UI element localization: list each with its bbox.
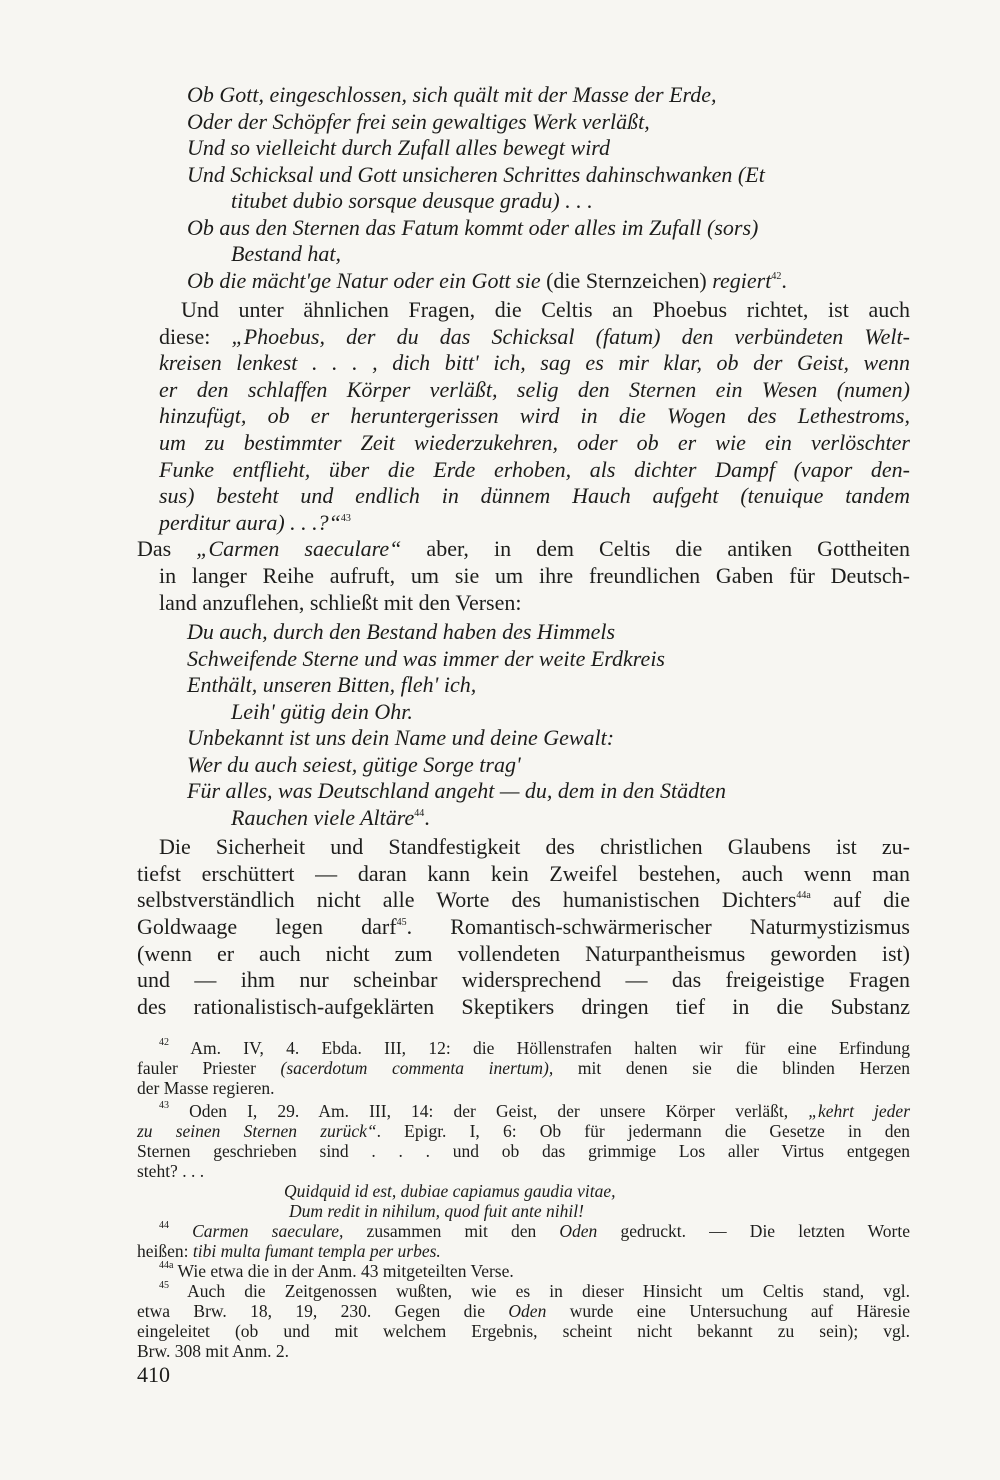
verse-line: Bestand hat, bbox=[231, 241, 341, 266]
verse-block-2 bbox=[187, 619, 910, 831]
verse-line: Ob die mächt'ge Natur oder ein Gott sie (die Sternzeichen) regiert$^{42}$. bbox=[187, 267, 787, 293]
footnote-42: $^{42}$ Am. IV, 4. Ebda. III, 12: die Höllenstrafen halten wir für eine Erfindung fauler Priester (sacerdotum commenta inertum), mit denen sie die blinden Herzen der Masse regieren. bbox=[137, 1037, 911, 1099]
verse-line: Rauchen viele Altäre$^{44}$. bbox=[231, 804, 430, 830]
verse-line: Schweifende Sterne und was immer der weite Erdkreis bbox=[187, 645, 665, 671]
verse-block-1 bbox=[187, 82, 910, 294]
text-line: er den schlaffen Körper verläßt, selig den Sternen ein Wesen (numen) bbox=[159, 376, 910, 402]
verse-line: Du auch, durch den Bestand haben des Himmels bbox=[187, 619, 616, 645]
footnote-ref: 45 bbox=[396, 916, 407, 928]
verse-line: Und Schicksal und Gott unsicheren Schrittes dahinschwanken (Et bbox=[187, 161, 765, 187]
page-number: 410 bbox=[137, 1362, 170, 1387]
verse-line: Und so vielleicht durch Zufall alles bewegt wird bbox=[187, 135, 611, 160]
footnotes bbox=[137, 1038, 910, 1361]
text-line: diese: „Phoebus, der du das Schicksal (fatum) den verbündeten Welt- bbox=[159, 323, 910, 349]
text-line: in langer Reihe aufruft, um sie um ihre freundlichen Gaben für Deutsch- bbox=[159, 562, 910, 588]
verse-line: Enthält, unseren Bitten, fleh' ich, bbox=[187, 672, 477, 698]
text-line: Und unter ähnlichen Fragen, die Celtis an Phoebus richtet, ist auch bbox=[181, 297, 910, 322]
text-line: tiefst erschüttert — daran kann kein Zweifel bestehen, auch wenn man bbox=[137, 860, 910, 886]
verse-line: Unbekannt ist uns dein Name und deine Gewalt: bbox=[187, 725, 615, 751]
text-line: Goldwaage legen darf$^{45}$. Romantisch-schwärmerischer Naturmystizismus bbox=[137, 913, 910, 939]
footnote-45: $^{45}$ Auch die Zeitgenossen wußten, wie es in dieser Hinsicht um Celtis stand, vgl. etwa Brw. 18, 19, 230. Gegen die Oden wurde eine Untersuchung auf Häresie eingeleitet (ob und mit welchem Ergebnis, scheint nicht bekannt zu sein); vgl. Brw. 308 mit Anm. 2. bbox=[137, 1280, 911, 1362]
verse-line: Ob Gott, eingeschlossen, sich quält mit der Masse der Erde, bbox=[187, 82, 717, 107]
text-line: des rationalistisch-aufgeklärten Skeptikers dringen tief in die Substanz bbox=[137, 993, 910, 1019]
text-line: land anzuflehen, schließt mit den Versen: bbox=[159, 589, 522, 615]
verse-line: Für alles, was Deutschland angeht — du, dem in den Städten bbox=[187, 778, 726, 804]
footnote-44: $^{44}$ Carmen saeculare, zusammen mit den Oden gedruckt. — Die letzten Worte heißen: tibi multa fumant templa per urbes. bbox=[137, 1220, 910, 1262]
text-line: (wenn er auch nicht zum vollendeten Naturpantheismus geworden ist) bbox=[137, 940, 910, 966]
paragraph-phoebus bbox=[137, 297, 910, 536]
text-line: hinzufügt, ob er heruntergerissen wird in die Wogen des Lethestroms, bbox=[159, 403, 910, 429]
footnote-44a: $^{44a}$ Wie etwa die in der Anm. 43 mitgeteilten Verse. bbox=[159, 1260, 514, 1282]
page-body bbox=[137, 82, 910, 1361]
text-line: kreisen lenkest . . . , dich bitt' ich, sag es mir klar, ob der Geist, wenn bbox=[159, 350, 910, 376]
footnote-43: $^{43}$ Oden I, 29. Am. III, 14: der Geist, der unsere Körper verläßt, „kehrt jeder zu seinen Sternen zurück“. Epigr. I, 6: Ob für jedermann die Gesetze in den Sternen geschrieben sind . . . und ob das grimmige Los aller Virtus entgegen steht? . . . Quidquid id est, dubiae capiamus gaudia vitae, Dum redit in nihilum, quod fuit ante nihil! bbox=[137, 1100, 911, 1222]
footnote-ref: 44a bbox=[796, 890, 811, 902]
text-line: selbstverständlich nicht alle Worte des humanistischen Dichters$^{44a}$ auf die bbox=[137, 887, 911, 913]
text-line: Funke entflieht, über die Erde erhoben, als dichter Dampf (vapor den- bbox=[159, 456, 910, 482]
verse-line: Wer du auch seiest, gütige Sorge trag' bbox=[187, 751, 521, 777]
text-line: um zu bestimmter Zeit wiederzukehren, oder ob er wie ein verlöschter bbox=[159, 429, 910, 455]
text-line: und — ihm nur scheinbar widersprechend — das freigeistige Fragen bbox=[137, 967, 910, 993]
footnote-verse: Dum redit in nihilum, quod fuit ante nihil! bbox=[289, 1201, 584, 1222]
text-line: perditur aura) . . .?“$^{43}$ bbox=[159, 509, 351, 535]
footnote-verse: Quidquid id est, dubiae capiamus gaudia vitae, bbox=[284, 1181, 616, 1202]
text-line: sus) besteht und endlich in dünnem Hauch aufgeht (tenuique tandem bbox=[159, 483, 910, 509]
footnote-ref: 42 bbox=[771, 270, 782, 282]
verse-line: Leih' gütig dein Ohr. bbox=[231, 698, 413, 724]
text-line: Das „Carmen saeculare“ aber, in dem Celtis die antiken Gottheiten bbox=[137, 536, 910, 562]
footnote-ref: 44 bbox=[414, 807, 425, 819]
footnote-ref: 43 bbox=[340, 512, 351, 524]
verse-line: Oder der Schöpfer frei sein gewaltiges Werk verläßt, bbox=[187, 108, 650, 134]
verse-line: Ob aus den Sternen das Fatum kommt oder alles im Zufall (sors) bbox=[187, 214, 759, 240]
verse-line: titubet dubio sorsque deusque gradu) . . . bbox=[231, 188, 593, 213]
text-line: Die Sicherheit und Standfestigkeit des christlichen Glaubens ist zu- bbox=[159, 834, 910, 860]
paragraph-sicherheit bbox=[137, 834, 910, 1020]
paragraph-carmen bbox=[137, 536, 910, 616]
